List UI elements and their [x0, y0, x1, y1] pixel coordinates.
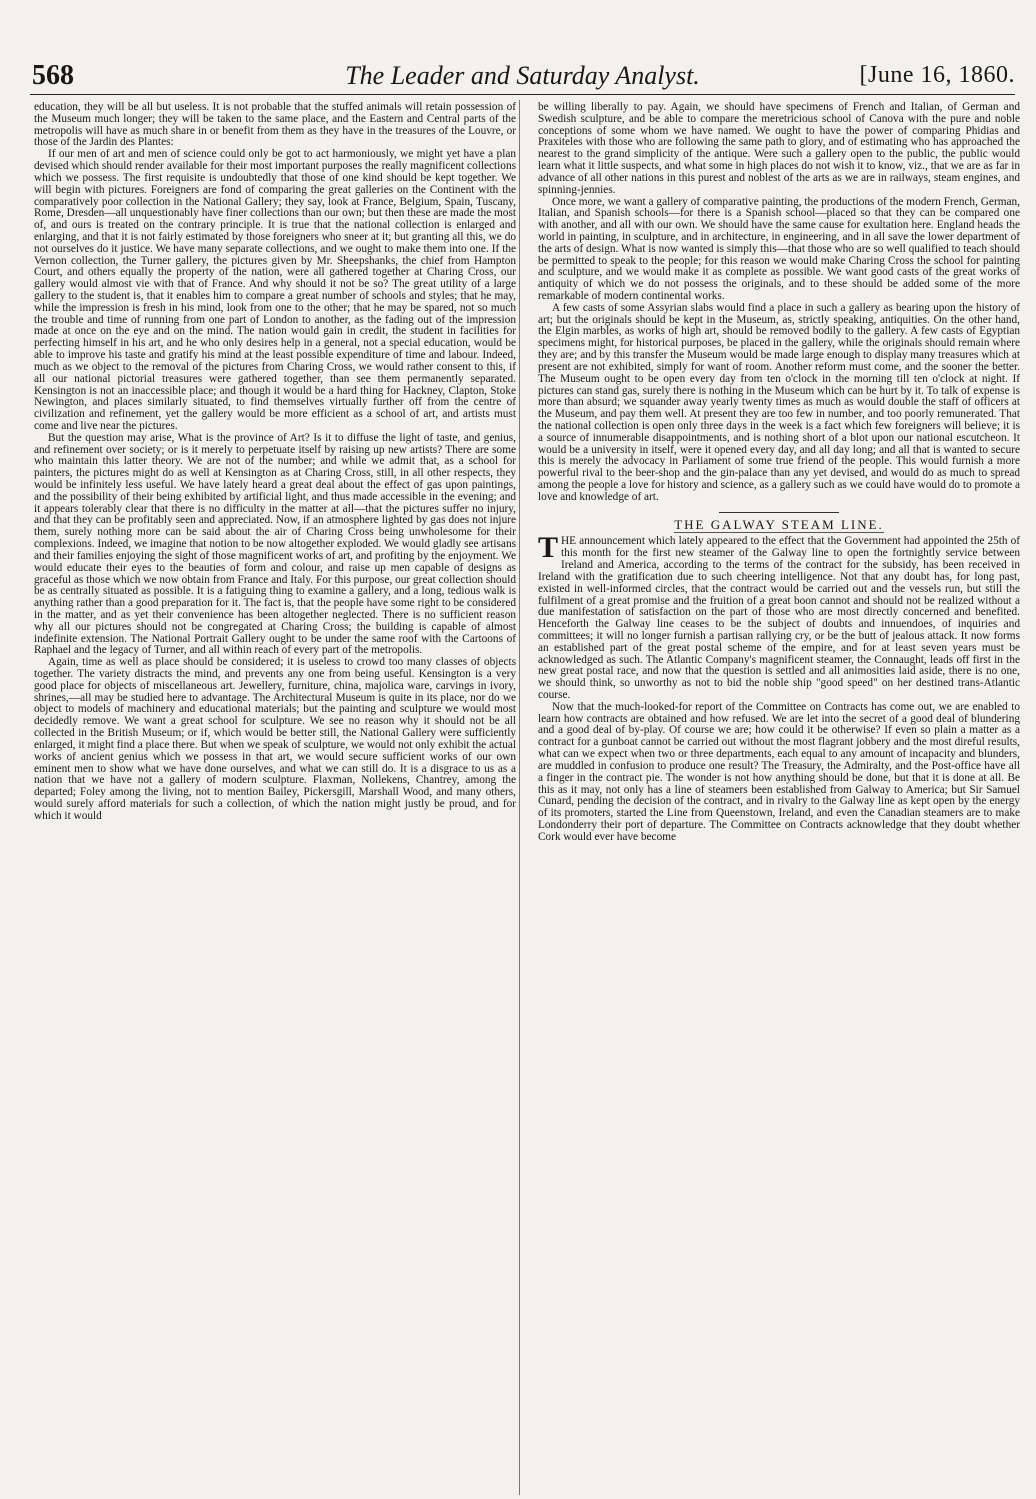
paragraph: Again, time as well as place should be considered; it is useless to crowd too many classes of objects together. The variety distracts the mind, and prevents any one from being useful. Kensington is a very good place for objects of miscellaneous art. Jewellery, furniture, china, majolica ware, carvings in ivory, shrines,—all may be studied here to advantage. The Architectural Museum is quite in its place, nor do we object to models of machinery and educational materials; but the painting and sculpture we would most decidedly remove. We want a great school for sculpture. We see no reason why it should not be all collected in the British Museum; or if, which would be better still, the National Gallery were sufficiently enlarged, it might find a place there. But when we speak of sculpture, we would not only exhibit the actual works of ancient genius which we possess in that art, we would secure sufficient works of our own eminent men to show what we have done ourselves, and what we can still do. It is a disgrace to us as a nation that we have not a gallery of modern sculpture. Flaxman, Nollekens, Chantrey, among the departed; Foley among the living, not to mention Bailey, Pickersgill, Marshall Wood, and many others, would surely afford materials for such a collection, of which the nation might justly be proud, and for which it would — [34, 656, 516, 822]
right-column — [538, 102, 1020, 844]
paragraph: education, they will be all but useless. It is not probable that the stuffed animals will retain possession of the Museum much longer; they will be taken to the same place, and the Eastern and Central parts of the metropolis will have as much share in or benefit from them as they have in the treasures of the Louvre, or those of the Jardin des Plantes: — [34, 101, 516, 149]
page-header — [30, 60, 1015, 95]
paragraph: A few casts of some Assyrian slabs would find a place in such a gallery as bearing upon the history of art; but the originals should be kept in the Museum, as, strictly speaking, antiquities. On the other hand, the Elgin marbles, as works of high art, should be removed bodily to the gallery. A few casts of Egyptian specimens might, for historical purposes, be placed in the gallery, while the originals should remain where they are; and by this transfer the Museum would be made large enough to display many treasures which at present are not exhibited, simply for want of room. Another reform must come, and the sooner the better. The Museum ought to be open every day from ten o'clock in the morning till ten o'clock at night. If pictures can stand gas, surely there is nothing in the Museum which can be hurt by it. To talk of expense is more than absurd; we squander away yearly twenty times as much as would double the staff of officers at the Museum, and pay them well. At present they are too few in number, and too poorly remunerated. That the national collection is open only three days in the week is a fact which few foreigners will believe; it is a source of innumerable disappointments, and is nothing short of a blot upon our national escutcheon. It would be a university in itself, were it opened every day, and all day long; and all that is wanted to secure this is merely the advocacy in Parliament of some true friend of the people. This would furnish a more powerful rival to the beer-shop and the gin-palace than any yet devised, and would do as much to spread among the people a love for history and science, as a gallery such as we could have would do to promote a love and knowledge of art. — [538, 301, 1020, 503]
issue-date: [June 16, 1860. — [859, 62, 1015, 88]
page-number: 568 — [32, 60, 74, 91]
paragraph: But the question may arise, What is the province of Art? Is it to diffuse the light of taste, and genius, and refinement over society; or is it merely to perpetuate itself by raising up new artists? There are some who maintain this latter theory. We are not of the number; and while we admit that, as a school for painters, the pictures might do as well at Kensington as at Charing Cross, still, in all other respects, they would be infinitely less useful. We have lately heard a great deal about the effect of gas upon paintings, and the possibility of their being exhibited by artificial light, and thus made accessible in the evening; and it appears tolerably clear that there is no difficulty in the matter at all—that the pictures suffer no injury, and that they can be profitably seen and appreciated. Now, if an atmosphere lighted by gas does not injure them, surely nothing more can be said about the air of Charing Cross being unwholesome for their complexions. Indeed, we imagine that notion to be now altogether exploded. We would gladly see artisans and their families enjoying the sight of those magnificent works of art, and profiting by the enjoyment. We would educate their eyes to the beauties of form and colour, and raise up men capable of designs as graceful as those which we now obtain from France and Italy. For this purpose, our great collection should be as centrally situated as possible. It is a fatiguing thing to examine a gallery, and a long, tedious walk is anything rather than a good preparation for it. The fact is, that the people have some right to be considered in the matter, and as yet their convenience has been altogether neglected. There is no sufficient reason why all our pictures should not be congregated at Charing Cross; the building is capable of almost indefinite extension. The National Portrait Gallery ought to be under the same roof with the Cartoons of Raphael and the legacy of Turner, and all within reach of every part of the metropolis. — [34, 431, 516, 657]
drop-cap: T — [538, 531, 559, 565]
paragraph: If our men of art and men of science could only be got to act harmoniously, we might yet have a plan devised which should render available for their most important purposes the really magnificent collections which we possess. The first requisite is undoubtedly that those of one kind should be kept together. We will begin with pictures. Foreigners are fond of comparing the great galleries on the Continent with the comparatively poor collection in the National Gallery; they say, look at France, Belgium, Spain, Tuscany, Rome, Dresden—all unquestionably have finer collections than our own; but then these are made the most of, and ours is treated on the contrary principle. It is true that the national collection is enlarged and enlarging, and that it is not fairly estimated by those foreigners who sneer at it; but granting all this, we do not ourselves do it justice. We have many separate collections, and we ought to make them into one. If the Vernon collection, the Turner gallery, the pictures given by Mr. Sheepshanks, the chief from Hampton Court, and others equally the property of the nation, were all gathered together at Charing Cross, our gallery would almost vie with that of France. And why should it not be so? The great utility of a large gallery to the student is, that it enables him to compare a great number of schools and styles; that he may, while the impression is fresh in his mind, look from one to the other; that he may be spared, not so much the trouble and time of running from one part of London to another, as the fading out of the impression made at once on the eye and on the mind. The nation would gain in credit, the student in facilities for perfecting himself in his art, and he who only desires help in a general, not a special education, would be able to improve his taste and gratify his mind at the least possible expenditure of time and labour. Indeed, much as we object to the removal of the pictures from Charing Cross, we would rather consent to this, if all our national pictorial treasures were gathered together, than see them permanently separated. Kensington is not an inaccessible place; and though it would be a hard thing for Hackney, Clapton, Stoke Newington, and places similarly situated, to find themselves virtually further off from the centre of civilization and refinement, yet the gallery would be more efficient as a school of art, and artists must come and live near the pictures. — [34, 148, 516, 432]
paragraph — [538, 531, 1020, 701]
running-title: The Leader and Saturday Analyst. — [345, 61, 700, 90]
paragraph-text: HE announcement which lately appeared to the effect that the Government had appointed the 25th of this month for the first new steamer of the Galway line to open the fortnightly service between Ireland and America, according to the terms of the contract for the subsidy, has been received in Ireland with the gratification due to such cheering intelligence. Not that any doubt has, for long past, existed in well-informed circles, that the contract would be carried out and the vessels run, but still the fulfilment of a great promise and the fruition of a great boon cannot and should not be realized without a due manifestation of satisfaction on the part of those who are most directly concerned and benefited. Henceforth the Galway line ceases to be the subject of doubts and innuendoes, of inquiries and committees; it will no longer furnish a partisan rallying cry, or be the butt of jealous attack. It now forms an established part of the great postal scheme of the empire, and for at least seven years must be acknowledged as such. The Atlantic Company's magnificent steamer, the Connaught, leads off first in the new great postal race, and now that the question is settled and all animosities laid aside, there is no one, we should think, so unworthy as not to bid the noble ship "good speed" on her destined trans-Atlantic course. — [538, 535, 1020, 701]
article-heading-text: THE GALWAY STEAM LINE. — [674, 516, 884, 532]
left-column — [34, 102, 516, 823]
paragraph: Now that the much-looked-for report of the Committee on Contracts has come out, we are enabled to learn how contracts are obtained and how refused. We are let into the secret of a good deal of blundering and a good deal of by-play. Of course we are; how could it be otherwise? If even so plain a matter as a contract for a gunboat cannot be carried out without the most flagrant jobbery and the most direful results, what can we expect when two or three departments, each equal to any amount of incapacity and blunders, are muddled in confusion to produce one result? The Treasury, the Admiralty, and the Post-office have all a finger in the contract pie. The wonder is not how anything should be done, but that it is done at all. Be this as it may, not only has a line of steamers been established from Galway to America; but Sir Samuel Cunard, pending the decision of the contract, and in rivalry to the Galway line as kept open by the energy of its promoters, started the Line from Queenstown, Ireland, and even the Canadian steamers are to make Londonderry their port of departure. The Committee on Contracts acknowledge that they doubt whether Cork would ever have become — [538, 700, 1020, 843]
section-divider — [719, 512, 839, 513]
article-heading — [538, 516, 1020, 532]
column-rule — [519, 100, 520, 1495]
paragraph: be willing liberally to pay. Again, we should have specimens of French and Italian, of German and Swedish sculpture, and be able to compare the meretricious school of Canova with the pure and noble conceptions of some whom we have named. We ought to have the power of comparing Phidias and Praxiteles with those who are following the same path to glory, and of estimating who has approached the nearest to the grand simplicity of the antique. Were such a gallery open to the public, the public would learn what it little suspects, and what some in high places do not wish it to know, viz., that we are as far in advance of all other nations in this purest and noblest of the arts as we are in railways, steam engines, and spinning-jennies. — [538, 101, 1020, 196]
paragraph: Once more, we want a gallery of comparative painting, the productions of the modern French, German, Italian, and Spanish schools—for there is a Spanish school—placed so that they can be compared one with another, and all with our own. We should have the same cause for exultation here. England heads the world in painting, in sculpture, and in architecture, in engineering, and in all save the lower department of the arts of design. What is now wanted is simply this—that those who are so well qualified to teach should be permitted to speak to the people; for this reason we would make Charing Cross the school for painting and sculpture, and we would make it as complete as possible. We want good casts of the great works of antiquity of which we do not possess the originals, and to these should be added some of the more remarkable of modern continental works. — [538, 195, 1020, 302]
